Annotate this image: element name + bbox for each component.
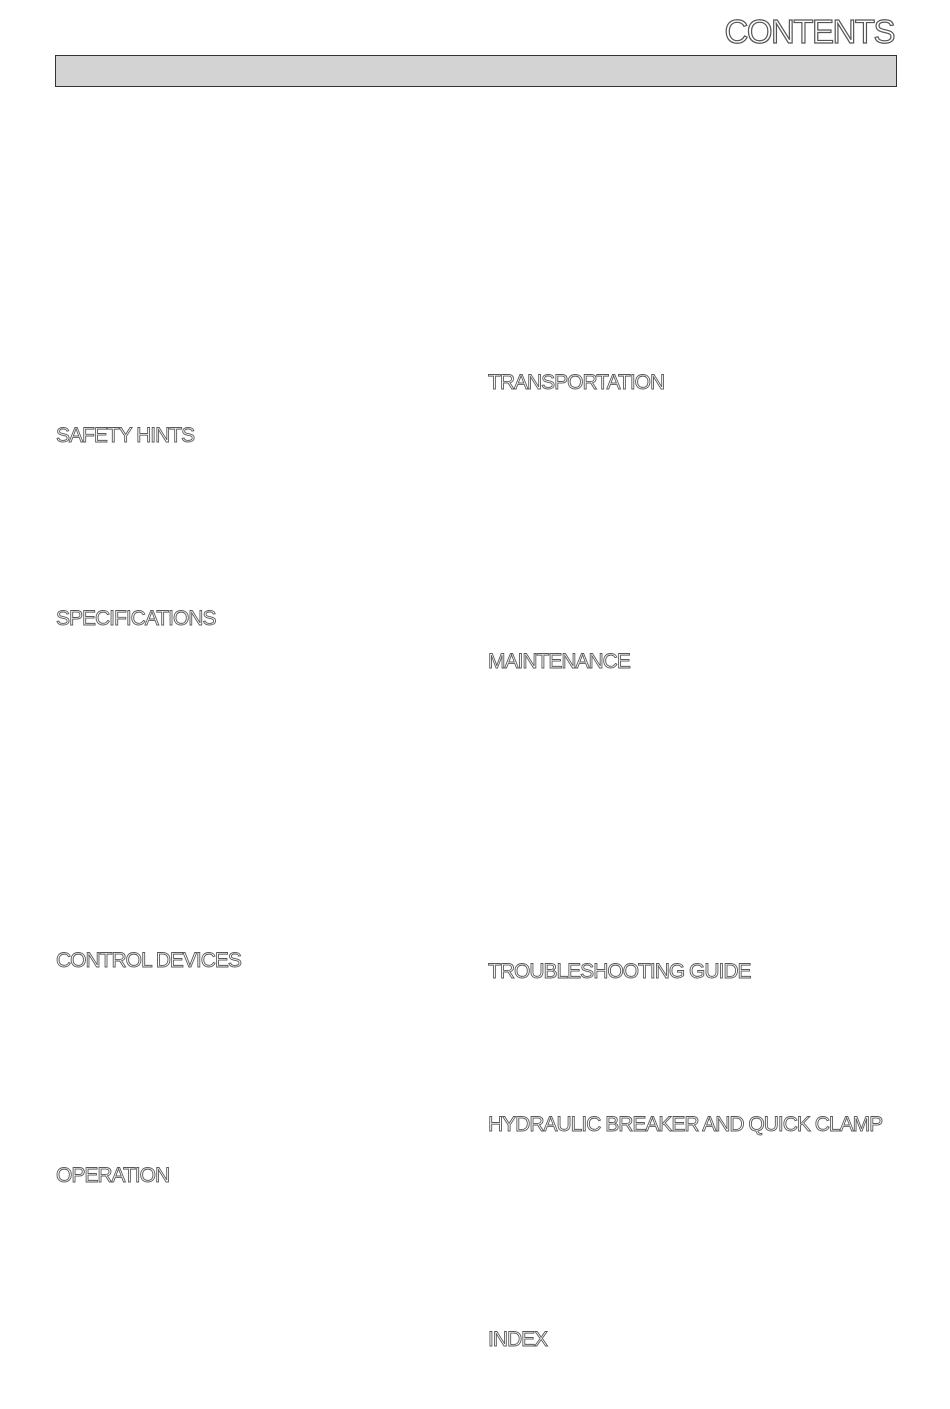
section-safety-hints: SAFETY HINTS	[56, 424, 195, 447]
section-hydraulic-breaker-quick-clamp: HYDRAULIC BREAKER AND QUICK CLAMP	[488, 1113, 883, 1136]
section-maintenance: MAINTENANCE	[488, 650, 630, 673]
header-bar	[55, 55, 897, 87]
page-title: CONTENTS	[724, 13, 894, 50]
section-operation: OPERATION	[56, 1164, 170, 1187]
section-index: INDEX	[488, 1328, 548, 1351]
section-specifications: SPECIFICATIONS	[56, 607, 216, 630]
section-control-devices: CONTROL DEVICES	[56, 949, 241, 972]
section-transportation: TRANSPORTATION	[488, 371, 665, 394]
section-troubleshooting-guide: TROUBLESHOOTING GUIDE	[488, 960, 751, 983]
